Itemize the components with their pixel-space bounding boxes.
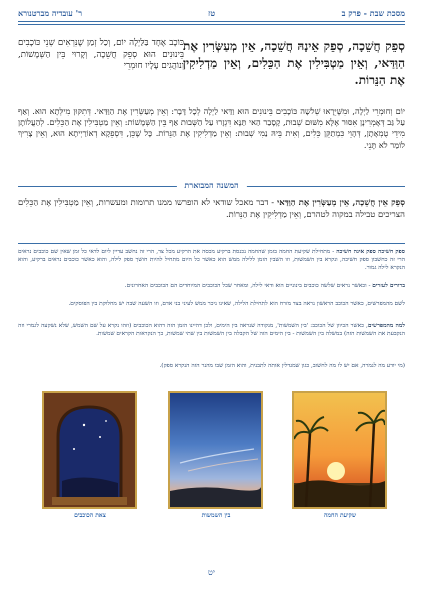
comment-3-body: לשם מהמפרשים, כאשר הכוכב הראשון נראה בצד מזרח הוא לתחילת הלילה, שאינו ניכר ממש לעיני בני אדם, וזו השעה שבה יש מחלוקת בין הפוסקים. <box>68 301 405 307</box>
caption-twilight: בין השמשות <box>201 512 231 519</box>
explained-body: - דבר מאכל שודאי לא הופרשו ממנו תרומות ומעשרות, וְאֵין מַטְבִּילִין אֶת הַכֵּלִים הצריכים טבילה במקוה לטהרם, וְאֵין מַדְלִיקִין אֶת הַנֵּרוֹת. <box>18 197 405 219</box>
comment-5 <box>18 362 405 370</box>
comment-1-body: - מתחילת שקיעת החמה בזמן שהחמה נכנסת ברקיע מכסה את הרקיע מכל צד, הרי זה נחשב עדיין ליום לדאי כל זמן שאין שם כוכבים נראים הרי זה כחשבון ספק חשיכה, ונקרא בין השמשות, וזו השבין הזמן ללילה ממש הוא כאשר כל היום מתחיל להיות חושך ספק לילה, והוא כאשר כוכבים נראים ברקיע, והוא הנקרא לילה גמור. <box>18 249 405 272</box>
explained-lead: סְפֵק אֵין חֲשֵׁכָה, אֵין מְעַשְּׂרִין אֶת הַוַּדַּאי <box>277 197 405 207</box>
comment-4-lead: למה מהמפרשים <box>367 323 405 329</box>
header-rule <box>18 21 405 22</box>
header-commentator: ר' עובדיה מברטנורא <box>18 8 82 18</box>
nightfall-illustration <box>42 391 137 509</box>
header-rule-2 <box>18 24 405 25</box>
caption-sunset: שקיעת החמה <box>323 512 357 519</box>
header-tractate: מסכת שבת - פרק ב <box>341 8 405 18</box>
mishna-text: סְפֵק חֲשֵׁכָה, סְפֵק אֵינָהּ חֲשֵׁכָה, אֵין מְעַשְּׂרִין אֶת הַוַּדַּאי, וְאֵין מַטְבִּילִין אֶת הַכֵּלִים, וְאֵין מַדְלִיקִין אֶת הַנֵּרוֹת. <box>183 39 405 87</box>
header-page: טז <box>207 8 216 18</box>
comment-1 <box>18 248 405 273</box>
twilight-illustration <box>168 391 263 509</box>
section-divider <box>18 180 405 192</box>
comment-2 <box>18 282 405 290</box>
sunset-illustration <box>292 391 387 509</box>
comment-2-lead: ברורים לעזרים <box>372 283 405 289</box>
comments-rule <box>18 243 405 244</box>
sunset-image <box>294 393 385 507</box>
nightfall-image <box>44 393 135 507</box>
comment-1-lead: ספק חשיכה ספק אינה חשיכה <box>336 249 405 255</box>
caption-nightfall: צאת הכוכבים <box>74 512 106 519</box>
explained-mishna <box>18 196 405 220</box>
twilight-image <box>170 393 261 507</box>
comment-3 <box>18 300 405 308</box>
page-header <box>18 6 405 20</box>
comment-4-body: , כאשר הכיוון של הכוכב: 'בין השמשות', מנקודה שנראה בין הימים, ולכן דהיינו הזמן הזה דהוא הכוכבים (וזהו נקרא על שם השמש, שלא נשקעה לגמרי וזה הנקבעת את השמשות הזה) במשלה בין השמשות - בין הימים הזה של הקבלה בין השמשות בין שתי שמשות, כך הנקראות הקראים שמשות. <box>18 323 405 338</box>
section-title: המשנה המבוארת <box>176 180 246 190</box>
page-number: יט <box>208 568 215 577</box>
bartenura-text: כּוֹכָב אֶחָד בַּלַּיְלָה יוֹם, וְכַל זְמַן שֶׁנִּרְאִים שְׁנֵי כּוֹכָבִים בֵּינוּנִים הוּא סְפֵק חֲשֵׁכָה, וְקָרוּי בֵּין הַשְּׁמָשׁוֹת, וְנוֹהֲגִים עָלָיו חוּמְרֵי <box>18 38 184 72</box>
comment-2-body: - וכאשר נראים שלשה כוכבים בינוניים הוא ודאי לילה, ומאחר שכל הכוכבים המיוחדים הם הכוכבים האחרונים. <box>124 283 373 289</box>
comment-4 <box>18 322 405 338</box>
commentary-text: יוֹם וְחוּמְרֵי לַיְלָה, וּמִשֶּׁיֵּרָאוּ שְׁלשָׁה כּוֹכָבִים בֵּינוּנִים הוּא וַדַּאי לַיְלָה לְכָל דָּבָר: וְאֵין מְעַשְּׂרִין אֶת הַוַּדַּאי. דְּתִקּוּן מִילְּתָא הוּא. וְאַף עַל גַּב דְּאָמְרִינָן אִסּוּר אֶלָּא מִשּׁוּם שְׁבוּת, קָסָבַר הַאי תַּנָּא דִּגְזָרוּ עַל הַשְּׁבוּת אַף בֵּין הַשְּׁמָשׁוֹת: וְאֵין מַטְבִּילִין אֶת הַכֵּלִים. לְהַעֲלוֹתָן מִידֵי טֻמְאָתָן, דְּהָוֵי כִּמְתַקֵּן כֵּלִים, וְאִית בֵּיהּ נַמִי שְׁבוּת: וְאֵין מַדְלִיקִין אֶת הַנֵּרוֹת. כָּל שֶׁכֵּן, דִּסְפֵקָא דְאוֹרַיְיתָא הוּא, וְאֵין צָרִיךְ לוֹמַר לֹא תָּנֵי. <box>18 106 405 150</box>
comment-5-body: (מי יודע מה לגמרה, אם יש לו מה לחשוב, כגון שמגדלין אותה לתבנית, והוא הזמן שבו מהנר הזה הנקרא ספק). <box>159 363 405 369</box>
